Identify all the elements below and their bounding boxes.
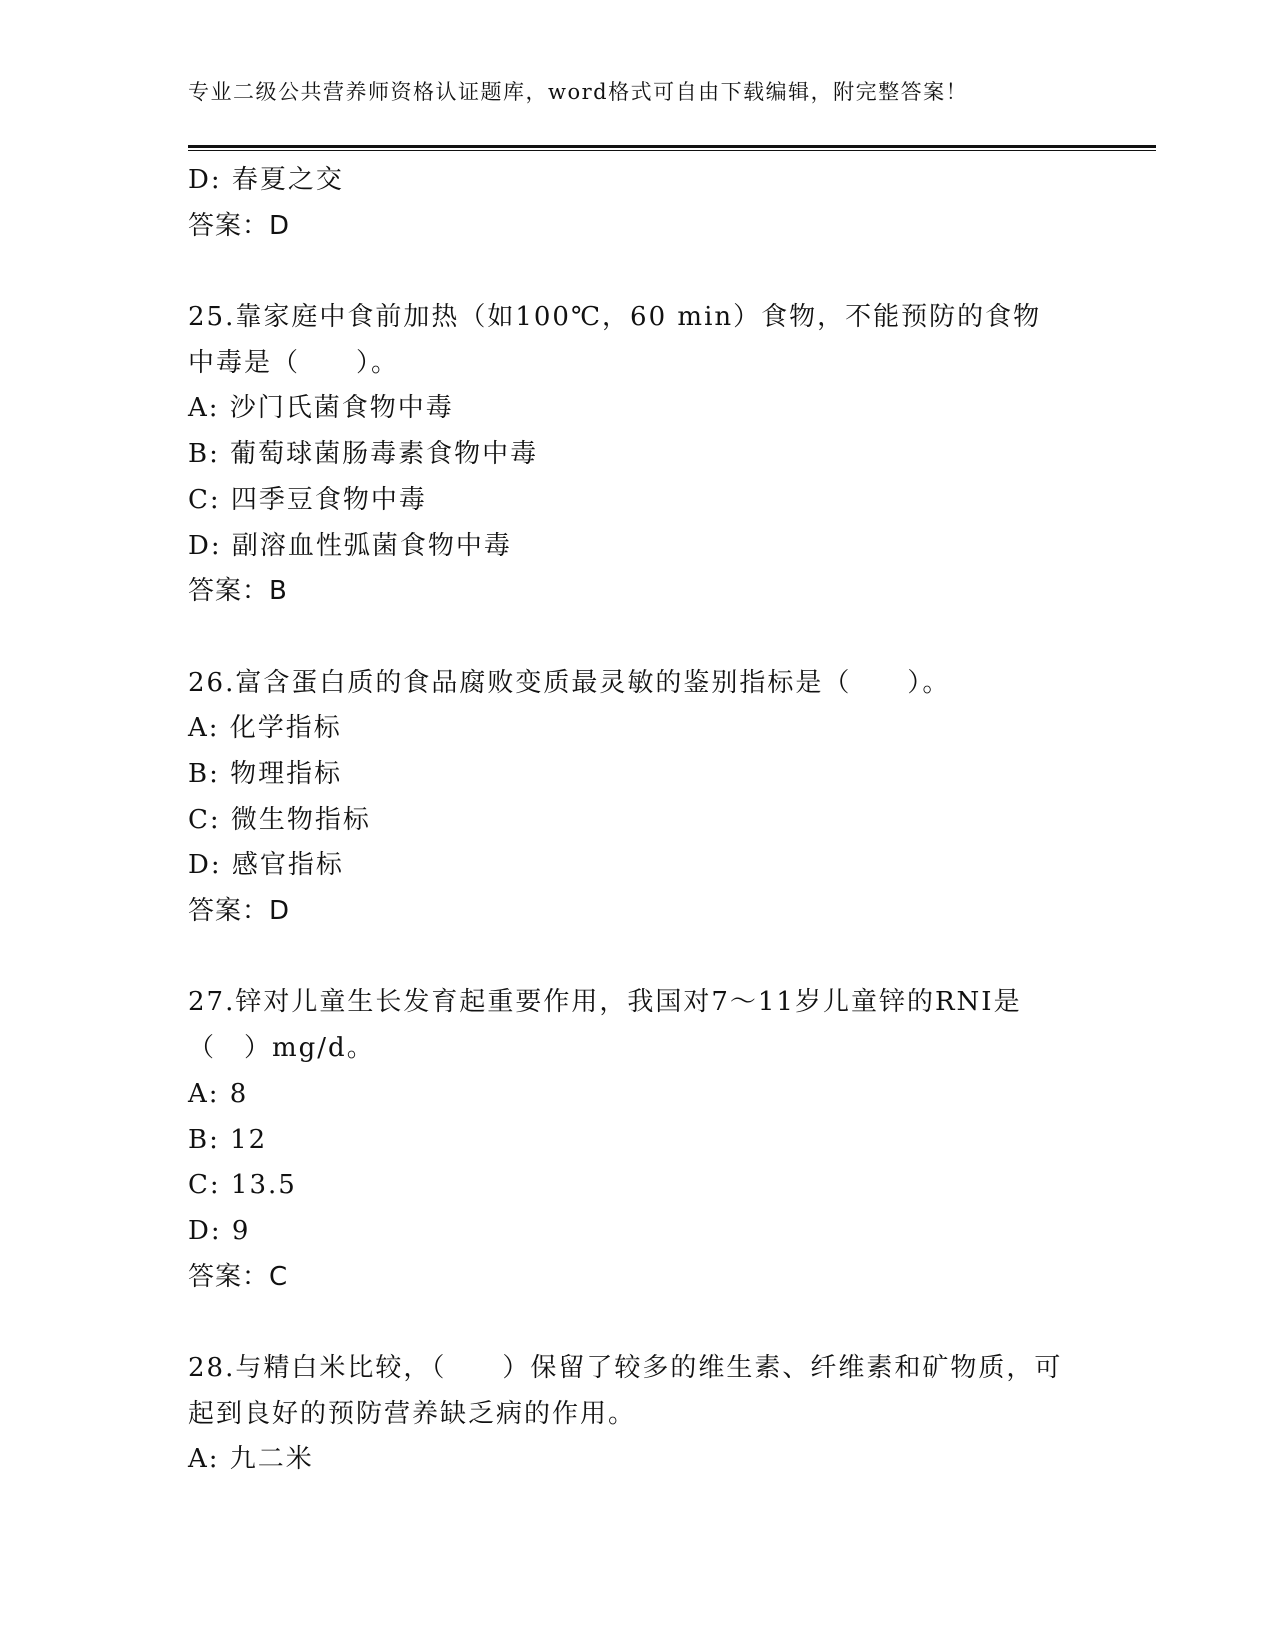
option-a: A: 沙门氏菌食物中毒 <box>188 393 454 424</box>
question-text: 27.锌对儿童生长发育起重要作用，我国对7～11岁儿童锌的RNI是（ ）mg/d。 <box>188 987 1022 1064</box>
question-26 <box>188 661 1088 935</box>
answer-line: 答案：D <box>188 896 291 927</box>
option-d: D: 感官指标 <box>188 850 344 881</box>
option-d: D: 9 <box>188 1215 251 1246</box>
option-a: A: 九二米 <box>188 1444 314 1475</box>
header-title: 专业二级公共营养师资格认证题库，word格式可自由下载编辑，附完整答案！ <box>188 80 969 104</box>
question-27 <box>188 980 1088 1300</box>
option-c: C: 13.5 <box>188 1170 297 1201</box>
option-d: D: 副溶血性弧菌食物中毒 <box>188 530 512 561</box>
question-text: 28.与精白米比较，（ ）保留了较多的维生素、纤维素和矿物质，可起到良好的预防营养缺乏病的作用。 <box>188 1352 1063 1429</box>
answer-line: 答案：D <box>188 210 291 241</box>
question-25 <box>188 295 1088 615</box>
option-c: C: 微生物指标 <box>188 804 371 835</box>
question-text: 26.富含蛋白质的食品腐败变质最灵敏的鉴别指标是（ ）。 <box>188 667 951 698</box>
option-b: B: 12 <box>188 1124 268 1155</box>
question-text: 25.靠家庭中食前加热（如100℃，60 min）食物，不能预防的食物中毒是（ ）。 <box>188 302 1042 378</box>
header-rule-thick <box>188 145 1156 148</box>
answer-line: 答案：B <box>188 576 288 607</box>
header-rule-thin <box>188 150 1156 151</box>
answer-line: 答案：C <box>188 1261 289 1292</box>
option-c: C: 四季豆食物中毒 <box>188 484 427 515</box>
option-d: D: 春夏之交 <box>188 165 344 195</box>
document-body <box>188 158 1088 1483</box>
option-b: B: 物理指标 <box>188 758 343 789</box>
option-a: A: 化学指标 <box>188 713 342 744</box>
previous-question-tail <box>188 158 1088 249</box>
option-b: B: 葡萄球菌肠毒素食物中毒 <box>188 439 539 470</box>
question-28 <box>188 1346 1088 1483</box>
option-a: A: 8 <box>188 1078 249 1109</box>
